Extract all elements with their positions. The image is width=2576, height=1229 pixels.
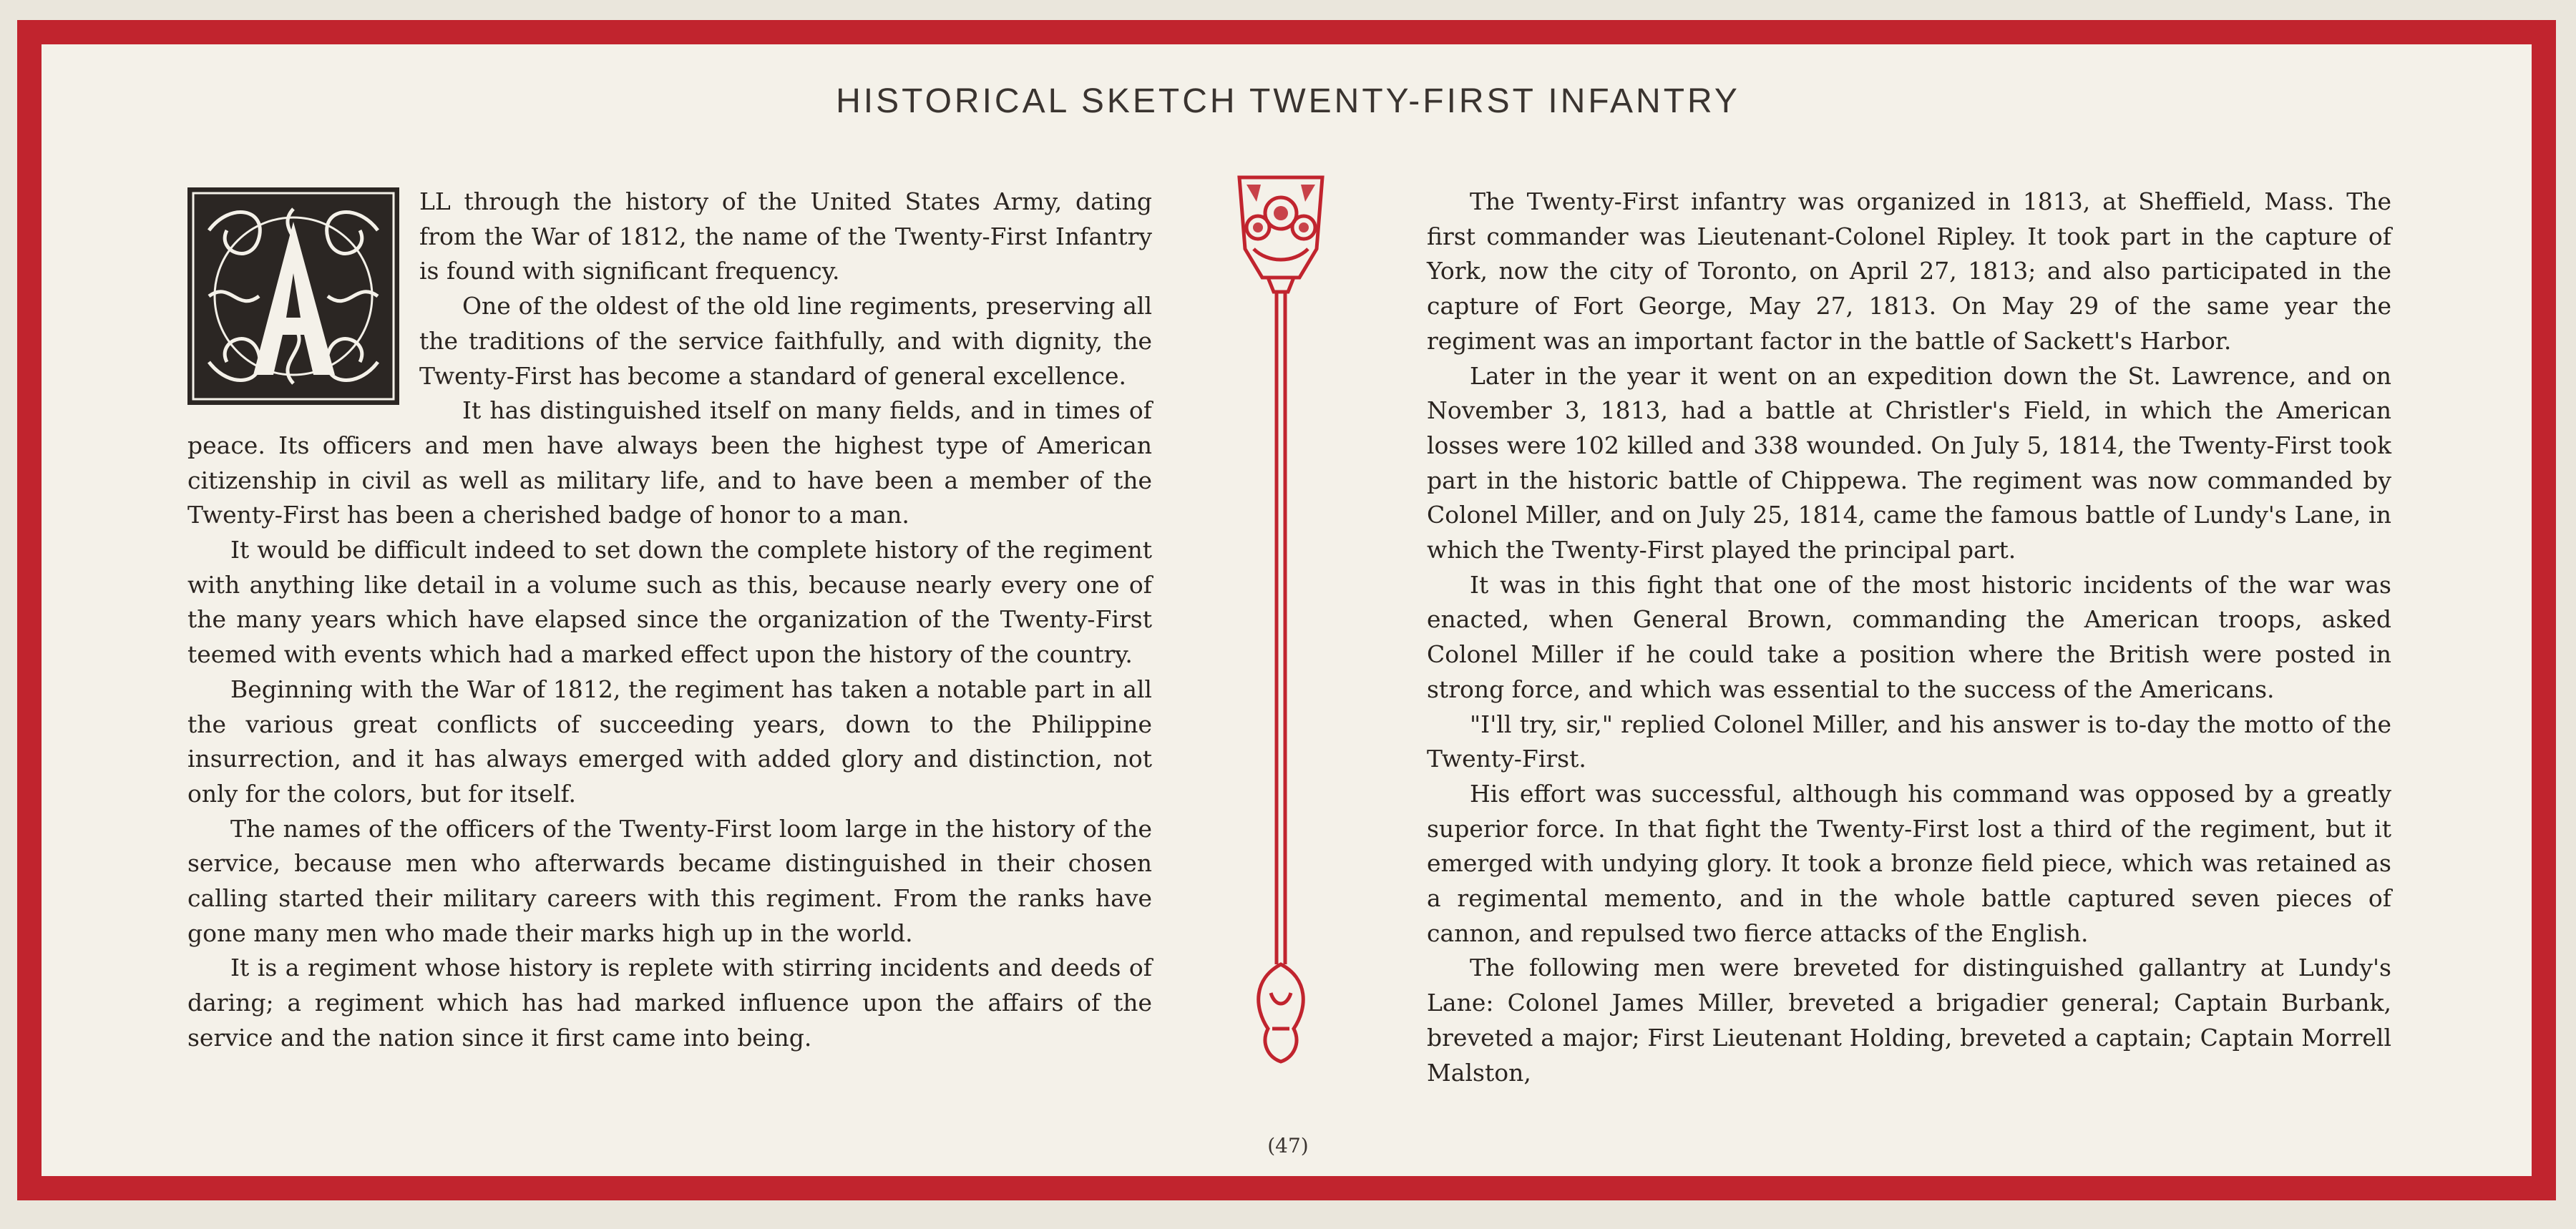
paragraph: It is a regiment whose history is replete with stirring incidents and deeds of daring; a regiment which has had marked influence upon the affairs of the service and the nation since it first came into being.	[187, 954, 1152, 1052]
page-title: HISTORICAL SKETCH TWENTY-FIRST INFANTRY	[836, 82, 1740, 120]
ornate-initial-icon	[187, 187, 399, 405]
paragraph: LL through the history of the United States Army, dating from the War of 1812, the name of the Twenty-First Infantry is found with significant frequency.	[419, 187, 1152, 285]
paragraph: The names of the officers of the Twenty-First loom large in the history of the service, because men who afterwards became distinguished in their chosen calling started their military careers with this regiment. From the ranks have gone many men who made their marks high up in the world.	[187, 814, 1152, 947]
paragraph: The Twenty-First infantry was organized in 1813, at Sheffield, Mass. The first commander was Lieutenant-Colonel Ripley. It took part in the capture of York, now the city of Toronto, on April 27, 1813; and also participated in the capture of Fort George, May 27, 1813. On May 29 of the same year the regiment was an important factor in the battle of Sackett's Harbor.	[1427, 187, 2391, 355]
paragraph: It was in this fight that one of the most historic incidents of the war was enacted, when General Brown, commanding the American troops, asked Colonel Miller if he could take a position where the British were posted in strong force, and which was essential to the success of the Americans.	[1427, 570, 2391, 703]
paragraph: It has distinguished itself on many fields, and in times of peace. Its officers and men have always been the highest type of American citizenship in civil as well as military life, and to have been a member of the Twenty-First has been a cherished badge of honor to a man.	[187, 396, 1152, 529]
paragraph: One of the oldest of the old line regiments, preserving all the traditions of the service faithfully, and with dignity, the Twenty-First has become a standard of general excellence.	[419, 292, 1152, 390]
floral-staff-ornament-icon	[1225, 170, 1337, 1066]
paragraph: His effort was successful, although his command was opposed by a greatly superior force. In that fight the Twenty-First lost a third of the regiment, but it emerged with undying glory. It took a bronze field piece, which was retained as a regimental memento, and in the whole battle captured seven pieces of cannon, and repulsed two fierce attacks of the English.	[1427, 779, 2391, 947]
left-column	[187, 185, 1152, 1056]
paragraph: It would be difficult indeed to set down the complete history of the regiment with anything like detail in a volume such as this, because nearly every one of the many years which have elapsed since the organization of the Twenty-First teemed with events which had a marked effect upon the history of the country.	[187, 536, 1152, 669]
paragraph: Later in the year it went on an expedition down the St. Lawrence, and on November 3, 1813, had a battle at Christler's Field, in which the American losses were 102 killed and 338 wounded. On July 5, 1814, the Twenty-First took part in the historic battle of Chippewa. The regiment was now commanded by Colonel Miller, and on July 25, 1814, came the famous battle of Lundy's Lane, in which the Twenty-First played the principal part.	[1427, 361, 2391, 564]
paragraph: "I'll try, sir," replied Colonel Miller, and his answer is to-day the motto of the Twenty-First.	[1427, 710, 2391, 773]
right-column	[1427, 185, 2391, 1090]
paragraph: The following men were breveted for distinguished gallantry at Lundy's Lane: Colonel James Miller, breveted a brigadier general; Captain Burbank, breveted a major; First Lieutenant Holding, breveted a captain; Captain Morrell Malston,	[1427, 954, 2391, 1087]
page-number: (47)	[1267, 1134, 1309, 1157]
paragraph: Beginning with the War of 1812, the regiment has taken a notable part in all the various great conflicts of succeeding years, down to the Philippine insurrection, and it has always emerged with added glory and distinction, not only for the colors, but for itself.	[187, 675, 1152, 808]
svg-text:A: A	[293, 401, 294, 403]
